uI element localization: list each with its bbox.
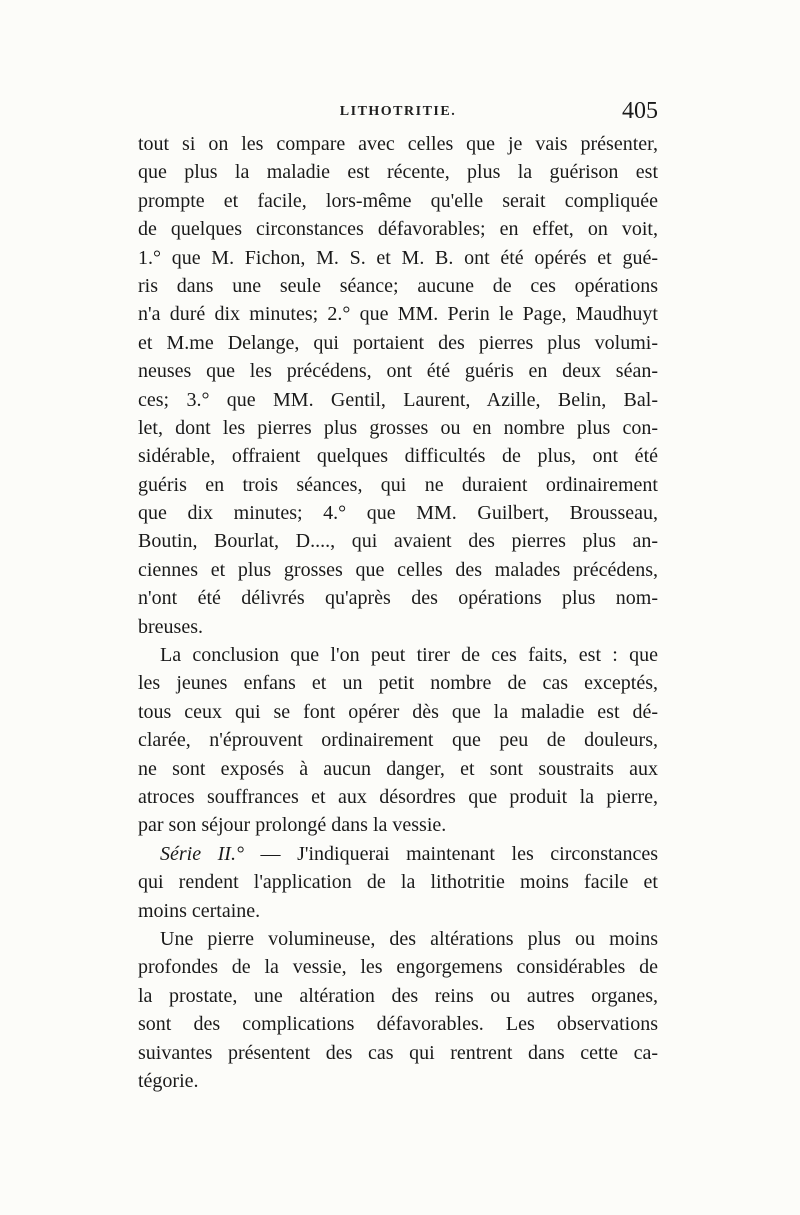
text-line: la prostate, une altération des reins ou autres organes, [138,984,658,1007]
text-line: profondes de la vessie, les engorgemens considérables de [138,956,658,979]
text-line: guéris en trois séances, qui ne duraient ordinairement [138,473,658,496]
text-line: que plus la maladie est récente, plus la guérison est [138,161,658,184]
text-line: qui rendent l'application de la lithotritie moins facile et [138,871,658,894]
text-line-rest: — J'indiquerai maintenant les circonstances [260,842,658,865]
running-title: LITHOTRITIE. [339,104,457,119]
body-text [138,130,658,1095]
text-line: suivantes présentent des cas qui rentrent dans cette ca- [138,1041,658,1064]
text-line: ne sont exposés à aucun danger, et sont soustraits aux [138,757,658,780]
text-line: moins certaine. [138,899,261,922]
text-line: Boutin, Bourlat, D...., qui avaient des pierres plus an- [138,530,658,553]
text-line: et M.me Delange, qui portaient des pierres plus volumi- [138,331,658,354]
text-line: tout si on les compare avec celles que je vais présenter, [138,133,658,155]
text-line: sont des complications défavorables. Les observations [138,1013,658,1036]
text-line: les jeunes enfans et un petit nombre de cas exceptés, [138,672,658,695]
text-line: Une pierre volumineuse, des altérations plus ou moins [160,927,658,950]
text-line: let, dont les pierres plus grosses ou en nombre plus con- [138,416,658,439]
text-line: n'a duré dix minutes; 2.° que MM. Perin le Page, Maudhuyt [138,303,658,326]
serie-label: Série II.° [160,842,244,865]
text-line: clarée, n'éprouvent ordinairement que peu de douleurs, [138,729,658,752]
text-line: tégorie. [138,1069,199,1092]
text-line: ris dans une seule séance; aucune de ces opérations [138,274,658,297]
text-line: n'ont été délivrés qu'après des opérations plus nom- [138,587,658,610]
page-number: 405 [622,98,658,124]
text-line [138,840,658,868]
text-line: prompte et facile, lors-même qu'elle serait compliquée [138,189,658,212]
text-line: sidérable, offraient quelques difficultés de plus, ont été [138,445,658,468]
text-line: La conclusion que l'on peut tirer de ces faits, est : que [160,644,658,667]
text-line: que dix minutes; 4.° que MM. Guilbert, Brousseau, [138,502,658,525]
text-line: tous ceux qui se font opérer dès que la maladie est dé- [138,700,658,723]
text-line: ciennes et plus grosses que celles des malades précédens, [138,558,658,581]
text-line: de quelques circonstances défavorables; en effet, on voit, [138,218,658,241]
running-head [138,98,658,130]
text-line: atroces souffrances et aux désordres que produit la pierre, [138,785,658,808]
text-line: breuses. [138,615,203,638]
text-line: 1.° que M. Fichon, M. S. et M. B. ont été opérés et gué- [138,246,658,269]
text-line: par son séjour prolongé dans la vessie. [138,814,447,837]
text-line: ces; 3.° que MM. Gentil, Laurent, Azille, Belin, Bal- [138,388,658,411]
text-line: neuses que les précédens, ont été guéris en deux séan- [138,360,658,383]
